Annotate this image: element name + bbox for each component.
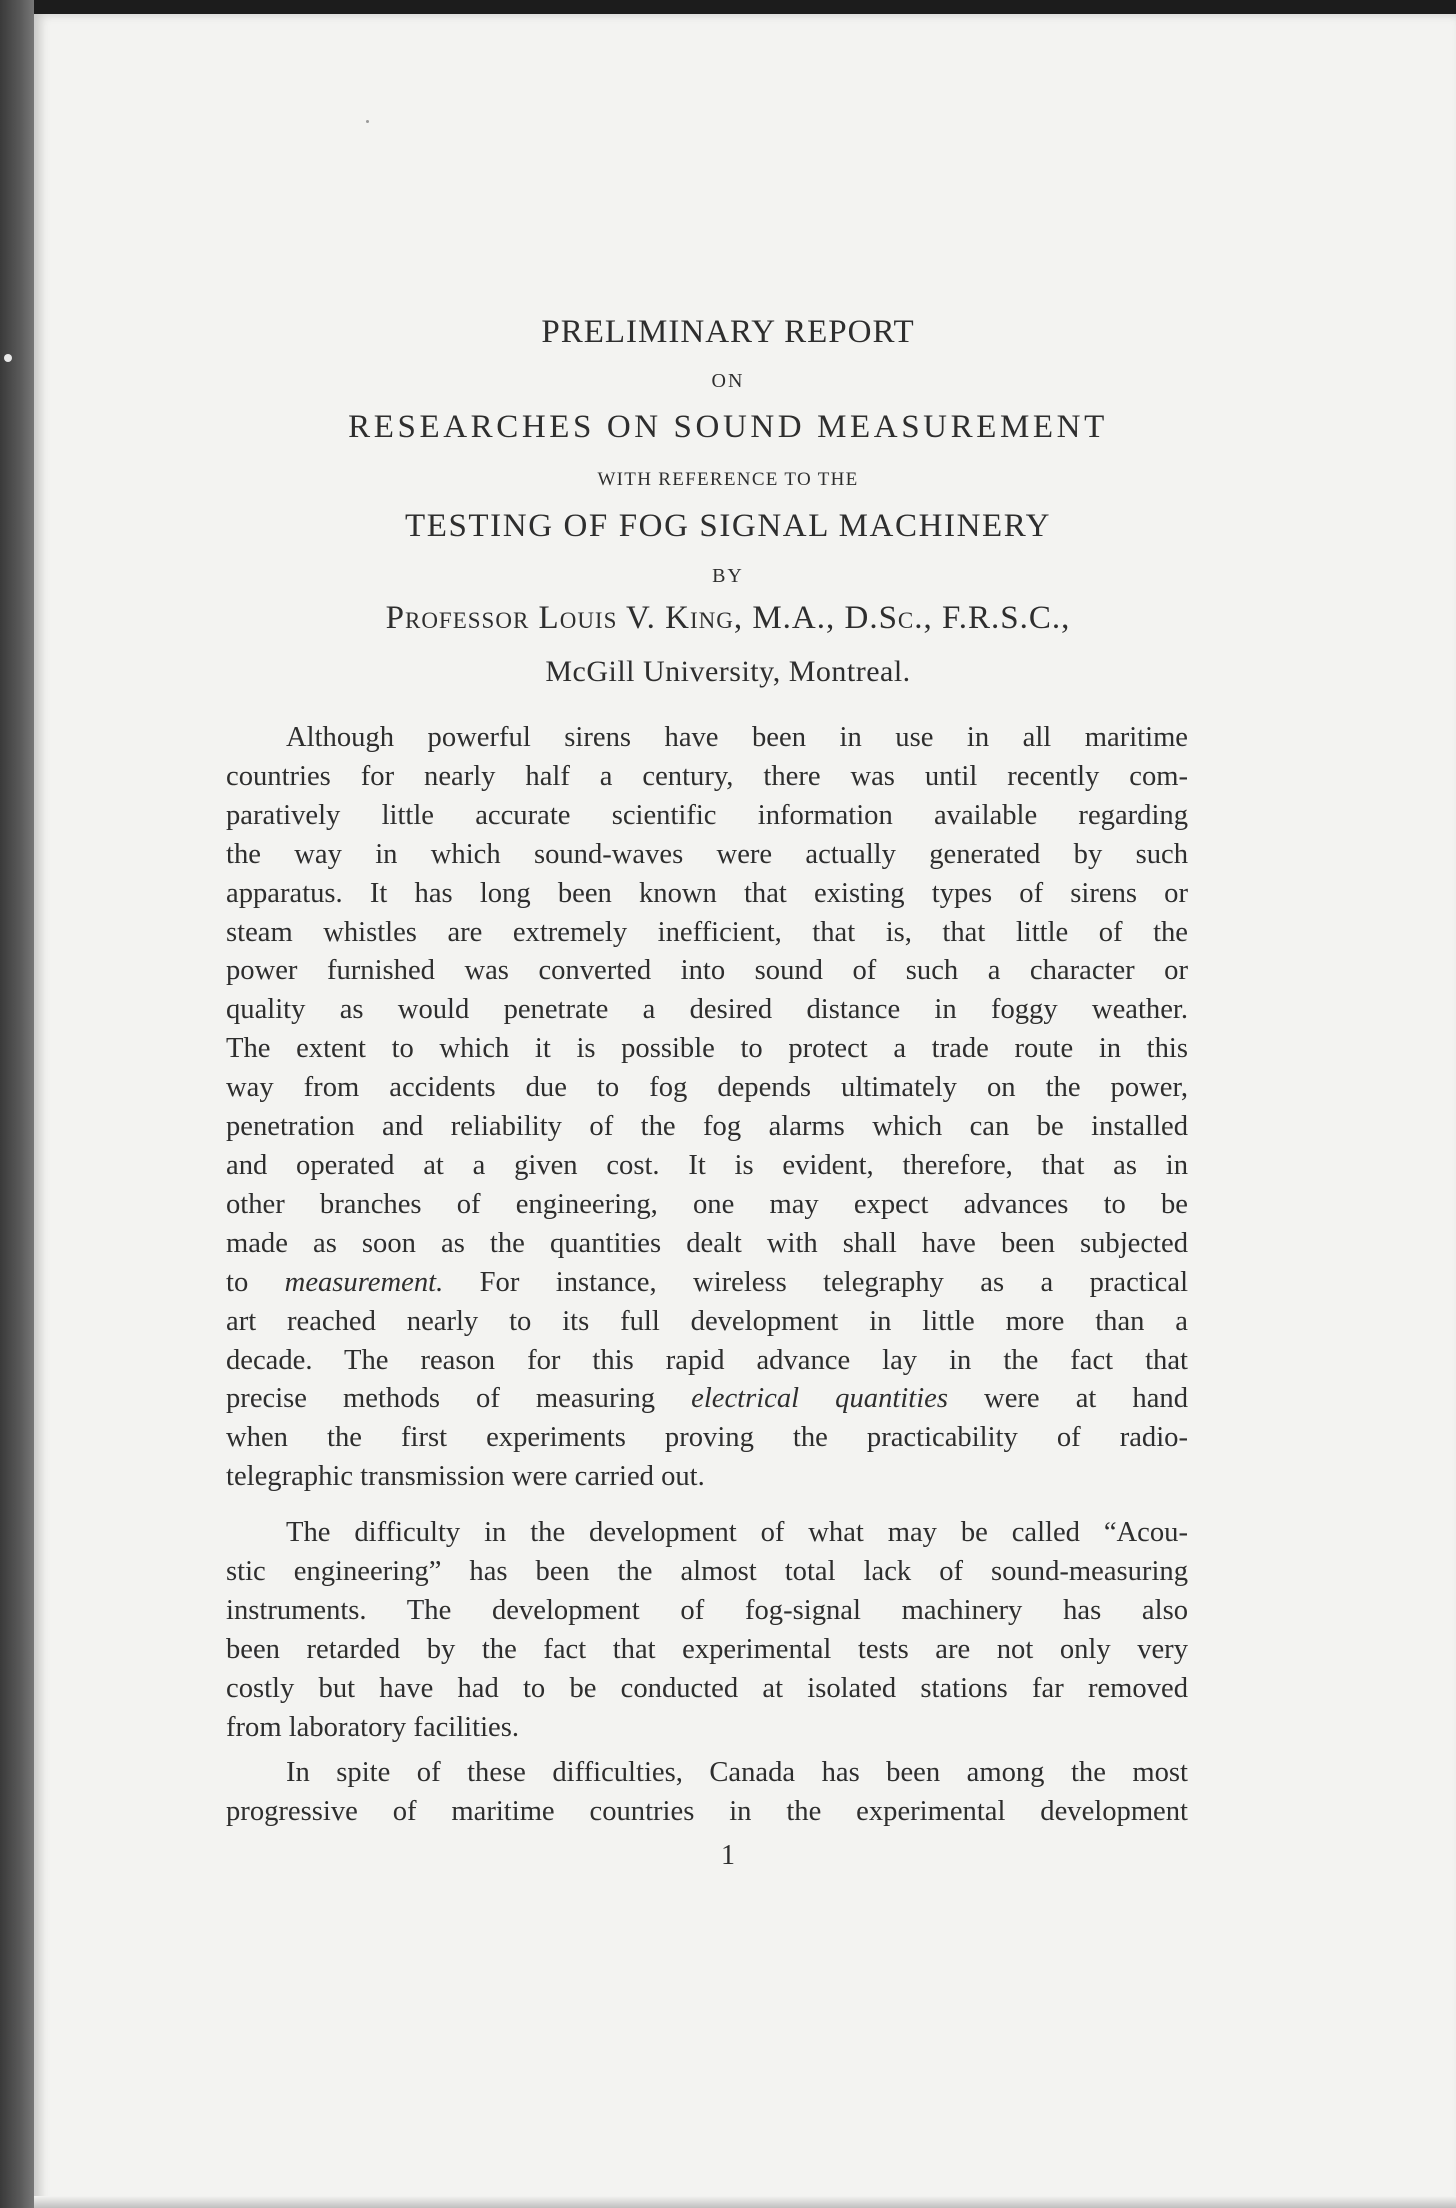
text-line: The extent to which it is possible to protect a trade route in this [226, 1033, 1188, 1065]
text-line: progressive of maritime countries in the experimental development [226, 1795, 1188, 1827]
text-line: countries for nearly half a century, there was until recently com- [226, 760, 1188, 792]
text-line: instruments. The development of fog-signal machinery has also [226, 1594, 1188, 1626]
text-line: steam whistles are extremely inefficient, that is, that little of the [226, 916, 1188, 948]
scan-bottom-edge [34, 2196, 1456, 2208]
text-line: apparatus. It has long been known that existing types of sirens or [226, 877, 1188, 909]
paragraph-1 [226, 719, 1188, 1497]
text-line: telegraphic transmission were carried out. [226, 1461, 705, 1493]
text-run: were at hand [947, 1383, 1188, 1415]
scan-top-edge [0, 0, 1456, 14]
text-line: decade. The reason for this rapid advance lay in the fact that [226, 1344, 1188, 1376]
page-number: 1 [721, 1840, 735, 1871]
author-name: Professor Louis V. King, M.A., D.Sc., F.R.S.C., [385, 600, 1071, 636]
title-reference: WITH REFERENCE TO THE [597, 469, 859, 490]
text-line: when the first experiments proving the practicability of radio- [226, 1422, 1188, 1454]
author-affiliation: McGill University, Montreal. [545, 655, 911, 688]
binding-hole [4, 354, 12, 362]
text-line: the way in which sound-waves were actually generated by such [226, 838, 1188, 870]
paragraph-3 [226, 1754, 1188, 1832]
report-topic: TESTING OF FOG SIGNAL MACHINERY [404, 508, 1052, 544]
text-line [226, 1264, 1188, 1303]
title-by: BY [712, 565, 744, 587]
text-line: power furnished was converted into sound of such a character or [226, 955, 1188, 987]
title-on: ON [711, 370, 745, 392]
text-line: made as soon as the quantities dealt with shall have been subjected [226, 1227, 1188, 1259]
report-title: PRELIMINARY REPORT [541, 314, 915, 350]
text-line: costly but have had to be conducted at isolated stations far removed [226, 1672, 1188, 1704]
text-line: way from accidents due to fog depends ultimately on the power, [226, 1072, 1188, 1104]
text-line [226, 1380, 1188, 1419]
text-line: art reached nearly to its full development in little more than a [226, 1305, 1188, 1337]
emphasis-measurement: measurement. [284, 1266, 444, 1298]
text-line: penetration and reliability of the fog alarms which can be installed [226, 1111, 1188, 1143]
text-line: paratively little accurate scientific information available regarding [226, 799, 1188, 831]
text-line: from laboratory facilities. [226, 1711, 519, 1743]
text-line: other branches of engineering, one may expect advances to be [226, 1188, 1188, 1220]
text-run: For instance, wireless telegraphy as a practical [443, 1266, 1189, 1298]
text-run: to [226, 1266, 285, 1298]
text-line: and operated at a given cost. It is evident, therefore, that as in [226, 1149, 1188, 1181]
report-subject: RESEARCHES ON SOUND MEASUREMENT [348, 409, 1108, 445]
text-line: been retarded by the fact that experimental tests are not only very [226, 1633, 1188, 1665]
text-line: The difficulty in the development of what may be called “Acou- [286, 1517, 1188, 1548]
emphasis-electrical-quantities: electrical quantities [691, 1383, 948, 1415]
text-line: quality as would penetrate a desired distance in foggy weather. [226, 994, 1188, 1026]
text-line: stic engineering” has been the almost total lack of sound-measuring [226, 1555, 1188, 1587]
text-line: In spite of these difficulties, Canada has been among the most [286, 1757, 1188, 1788]
text-run: precise methods of measuring [226, 1383, 692, 1415]
paper-speck [366, 120, 369, 123]
paragraph-2 [226, 1514, 1188, 1747]
text-line: Although powerful sirens have been in use in all maritime [286, 722, 1188, 753]
